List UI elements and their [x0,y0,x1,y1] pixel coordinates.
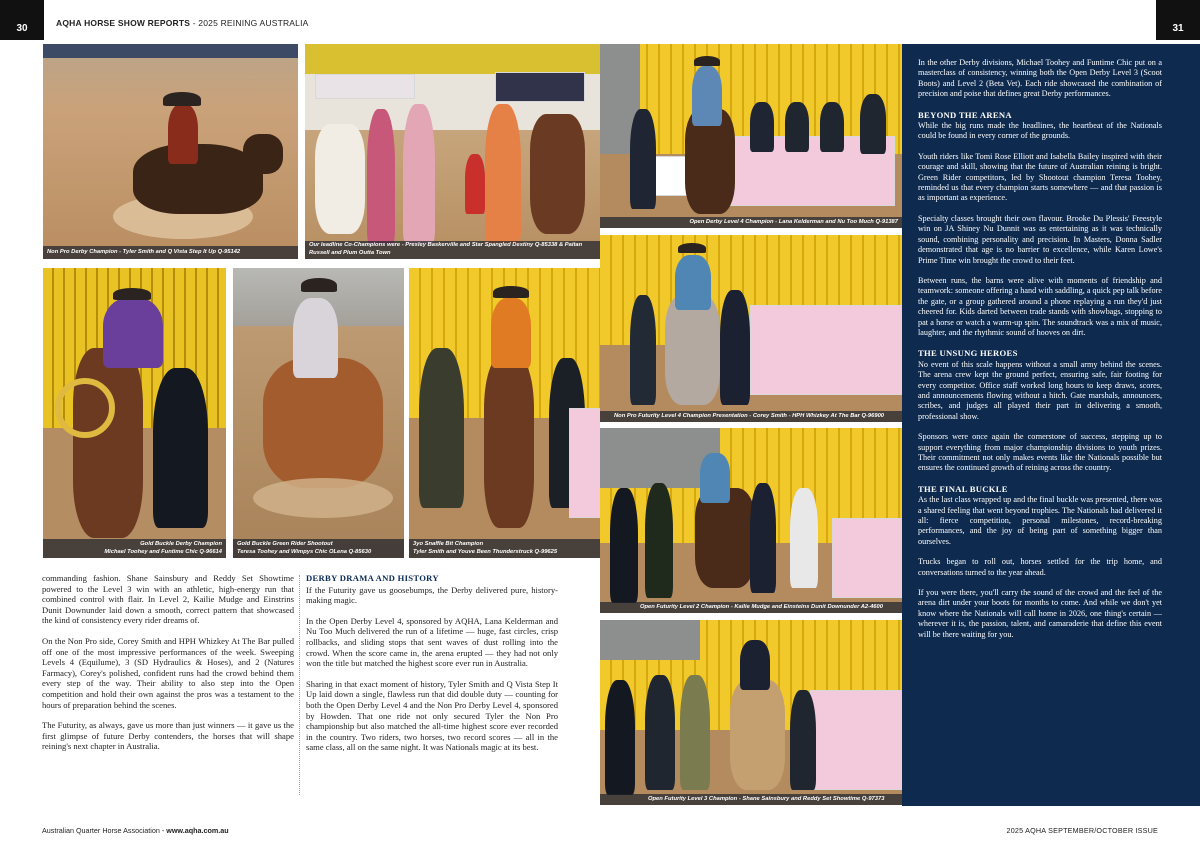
paragraph: Specialty classes brought their own flavour. Brooke Du Plessis' Freestyle win on JA Shiney Nu Dunnit was as entertaining as it was technically sound, combining personality and precision. In Masters, Donna Sadler demonstrated that age is no barrier to excellence, while Karen Lowe's Prime Time win brought the crowd to their feet. [918,213,1162,265]
caption-line-2: Teresa Toohey and Wimpys Chic OLena Q-85630 [237,548,372,555]
photo-snaffle-bit [409,268,600,558]
photo-leadline [305,44,600,259]
paragraph: Sharing in that exact moment of history, Tyler Smith and Q Vista Step It Up laid down a single, flawless run that did double duty — counting for both the Open Derby Level 4 and the Non Pro Derby Level 4, sponsored by Howden. That one ride not only secured Tyler the Non Pro championship but also matched the all-time highest score ever recorded in the country. Two riders, two horses, two record scores — all in the same class, all on the same night. It was Nationals magic at its best. [306,678,558,753]
footer-organization [42,826,229,835]
section-heading: THE FINAL BUCKLE [918,483,1008,494]
caption-line-1: Gold Buckle Derby Champion [140,541,222,547]
running-head [56,18,309,28]
footer-org-name: Australian Quarter Horse Association - [42,826,167,835]
paragraph: No event of this scale happens without a small army behind the scenes. The arena crew kept the ground perfect, ensuring safe, fair footing for every competitor. Office staff worked long hours to keep draws, scores, and announcements flowing without a hitch. Gate marshals, announcers, scribes, and judges all played their part in delivering a smooth, professional show. [918,359,1162,421]
footer-website-link[interactable]: www.aqha.com.au [166,826,229,835]
publication-name: AQHA HORSE SHOW REPORTS [56,18,191,28]
page-number-right-text: 31 [1172,23,1184,34]
article-column-right [918,58,1162,650]
photo-caption: Open Futurity Level 3 Champion - Shane Sainsbury and Reddy Set Showtime Q-97373 [600,794,902,806]
photo-caption [43,539,226,558]
photo-caption: Non Pro Derby Champion - Tyler Smith and Q Vista Step It Up Q-95142 [43,246,298,260]
caption-line-1: 3yo Snaffle Bit Champion [413,541,484,547]
photo-caption [233,539,404,558]
page-number-right [1156,0,1200,40]
caption-line-1: Gold Buckle Green Rider Shootout [237,541,333,547]
section-heading: BEYOND THE ARENA [918,109,1012,120]
paragraph: If the Futurity gave us goosebumps, the Derby delivered pure, history-making magic. [306,584,558,606]
paragraph: The Futurity, as always, gave us more than just winners — it gave us the first glimpse of future Derby contenders, the horses that will shape reining's next chapter in Australia. [42,720,294,752]
article-column-left [42,573,294,762]
photo-green-rider [233,268,404,558]
paragraph: As the last class wrapped up and the final buckle was presented, there was a shared feeling that went beyond trophies. The Nationals had delivered it all: fierce competition, personal milestones, record-breaking performances, and the joy of being part of something bigger than ourselves. [918,495,1162,546]
section-heading: THE UNSUNG HEROES [918,348,1018,359]
paragraph: While the big runs made the headlines, the heartbeat of the Nationals could be found in every corner of the grounds. [918,121,1162,141]
paragraph: In the Open Derby Level 4, sponsored by AQHA, Lana Kelderman and Nu Too Much delivered the run of a lifetime — huge, fast circles, crisp rollbacks, and sliding stops that sent waves of dust rolling into the crowd. When the score came in, the arena erupted — they had not only won the title but matched the highest score ever run in Australia. [306,615,558,669]
caption-line-2: Michael Toohey and Funtime Chic Q-96614 [104,548,222,555]
photo-caption [409,539,600,558]
photo-open-derby-l4 [600,44,902,228]
photo-caption: Our leadline Co-Champions were - Presley Baskerville and Star Spangled Destiny Q-85338 & Paitan Russell and Plum Outta Town [305,241,600,259]
section-heading: DERBY DRAMA AND HISTORY [306,573,439,583]
photo-gold-buckle-derby [43,268,226,558]
caption-line-2: Tyler Smith and Youve Been Thunderstruck Q-99625 [413,548,558,555]
photo-caption: Open Derby Level 4 Champion - Lana Kelderman and Nu Too Much Q-91387 [600,217,902,229]
paragraph: Between runs, the barns were alive with moments of friendship and teamwork: someone offering a hand with saddling, a quick pep talk before the gate, or a group gathered around a phone replaying a run they'd just cheered for. Kids darted between trade stands with showbags, stopping to pat a horse or watch a warm-up spin. The soundtrack was a mix of music, laughter, and the rhythmic sound of hooves on dirt. [918,275,1162,337]
paragraph: commanding fashion. Shane Sainsbury and Reddy Set Showtime powered to the Level 3 win with an athletic, high-energy run that combined control with flair. In Level 2, Kailie Mudge and Einstrins Dunit Downunder laid down a smooth, correct pattern that showcased the kind of consistency every rider dreams of. [42,573,294,626]
page-number-left-text: 30 [16,23,28,34]
photo-open-futurity-l3 [600,620,902,805]
article-column-middle [306,573,558,763]
paragraph: On the Non Pro side, Corey Smith and HPH Whizkey At The Bar pulled off one of the most impressive performances of the week. Sweeping Levels 4 (Equilume), 3 (SD Hydraulics & Hoses), and 2 (Natures Farmacy), Corey's polished, confident runs had the crowd behind them every step of the way. Their ability to also step into the Open competition and hold their own against the pros was a testament to the hours of preparation behind the scenes. [42,635,294,710]
paragraph: Trucks began to roll out, horses settled for the trip home, and conversations turned to the year ahead. [918,557,1162,577]
photo-non-pro-futurity [600,235,902,422]
photo-non-pro-derby [43,44,298,259]
paragraph: In the other Derby divisions, Michael Toohey and Funtime Chic put on a masterclass of consistency, winning both the Open Derby Level 3 (Scoot Boots) and Level 2 (Beta Vet). Each ride showcased the combination of precision and poise that defines great Derby performances. [918,58,1162,99]
paragraph: Sponsors were once again the cornerstone of success, stepping up to support everything from major championship divisions to youth prizes. Their commitment not only makes events like the Nationals possible but ensures the continued growth of reining across the country. [918,432,1162,473]
section-name: - 2025 REINING AUSTRALIA [190,18,309,28]
photo-caption: Non Pro Futurity Level 4 Champion Presentation - Corey Smith - HPH Whizkey At The Bar Q-96900 [600,411,902,423]
column-divider [299,575,300,795]
paragraph: Youth riders like Tomi Rose Elliott and Isabella Bailey inspired with their courage and skill, showing that the future of Australian reining is bright. Green Rider competitors, led by Shootout champion Teresa Toohey, reminded us that every champion starts somewhere — and that passion is as important as experience. [918,151,1162,203]
photo-open-futurity-l2 [600,428,902,613]
paragraph: If you were there, you'll carry the sound of the crowd and the feel of the arena dirt under your boots for months to come. And while we don't yet know where the Nationals will call home in 2026, one thing's certain — wherever it is, the passion, talent, and camaraderie that define this event will be there waiting for you. [918,588,1162,639]
footer-issue: 2025 AQHA SEPTEMBER/OCTOBER ISSUE [1006,826,1158,835]
photo-caption: Open Futurity Level 2 Champion - Kailie Mudge and Einsteins Dunit Downunder A2-4600 [600,602,902,614]
page-number-left [0,0,44,40]
